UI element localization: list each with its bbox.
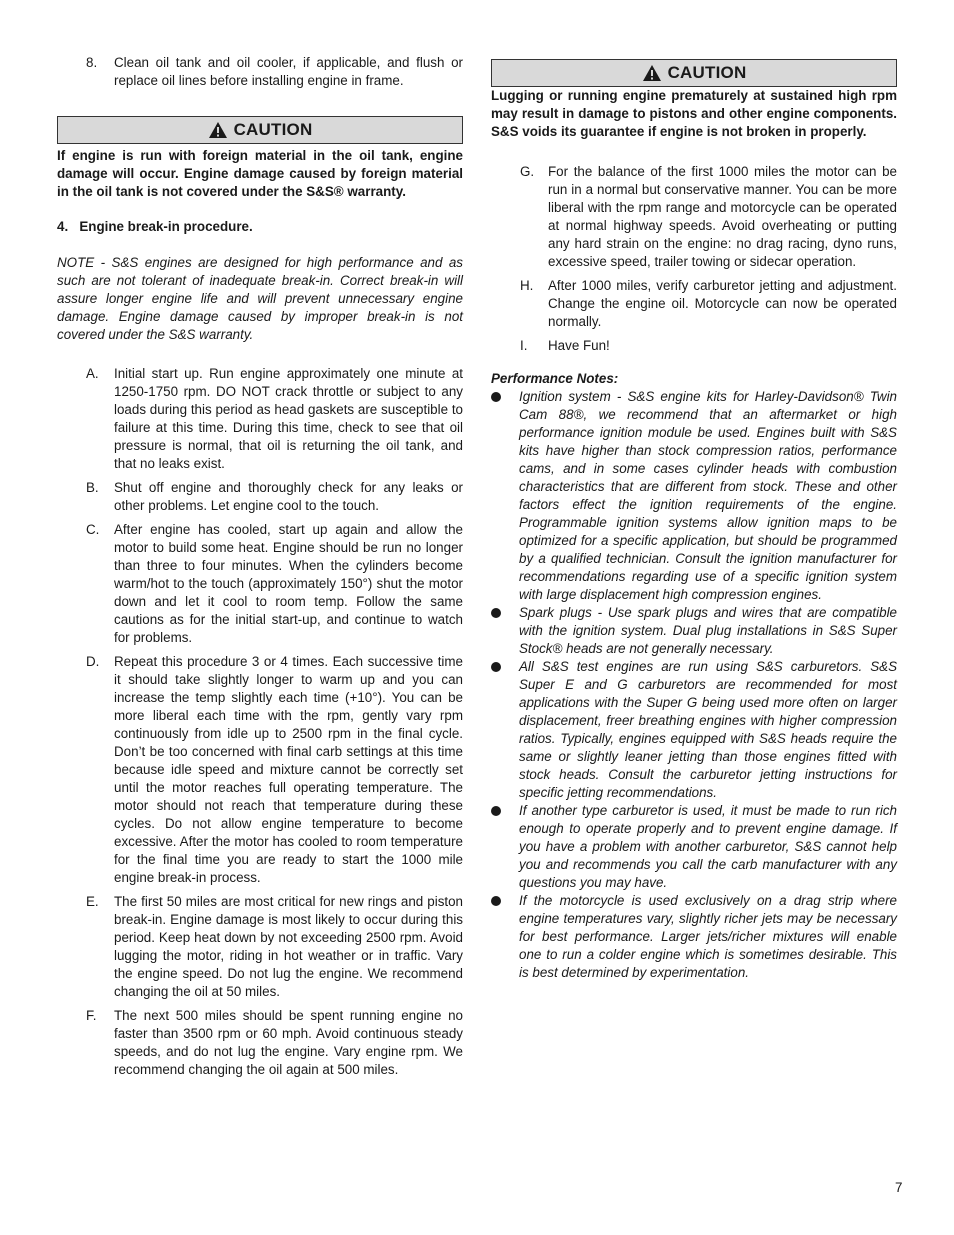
step-c — [57, 521, 463, 647]
note-text: Ignition system - S&S engine kits for Harley-Davidson® Twin Cam 88®, we recommend that an aftermarket or high performance ignition module be used. Engines built with S&S kits have higher than stock compression ratios, performance cams, and in some cases cylinder heads with combustion characteristics that are different from stock. These and other factors effect the ignition requirements of the engine. Programmable ignition systems allow ignition maps to be optimized for a specific application, but should be programmed by a qualified technician. Consult the ignition manufacturer for recommendations regarding use of a specific ignition system with large displacement high compression engines. — [519, 389, 897, 602]
performance-notes-list — [491, 388, 897, 982]
warning-triangle-icon — [642, 64, 662, 82]
left-column — [57, 54, 463, 1085]
performance-note — [491, 658, 897, 802]
note-text: If the motorcycle is used exclusively on a drag strip where engine temperatures vary, slightly richer jets may be necessary for best performance. Larger jets/richer mixtures will enable one to run a colder engine which is sometimes desirable. This is best determined by experimentation. — [519, 893, 897, 980]
caution-banner — [491, 59, 897, 87]
note-text: If another type carburetor is used, it must be made to run rich enough to operate properly and to prevent engine damage. If you have a problem with another carburetor, S&S cannot help you and recommends you call the carb manufacturer with any questions you may have. — [519, 803, 897, 890]
step-e — [57, 893, 463, 1001]
bullet-icon — [491, 604, 519, 658]
step-d — [57, 653, 463, 887]
step-text: The next 500 miles should be spent running engine no faster than 3500 rpm or 60 mph. Avoid continuous steady speeds, and do not lug the engine. Vary engine rpm. We recommend changing the oil again at 500 miles. — [114, 1008, 463, 1077]
performance-note — [491, 802, 897, 892]
right-column — [491, 59, 897, 982]
step-text: After 1000 miles, verify carburetor jetting and adjustment. Change the engine oil. Motorcycle can now be operated normally. — [548, 278, 897, 329]
step-letter: A. — [86, 366, 99, 381]
bullet-icon — [491, 802, 519, 892]
step-text: The first 50 miles are most critical for new rings and piston break-in. Engine damage is most likely to occur during this period. Keep heat down by not exceeding 2500 rpm. Avoid lugging the motor, riding in hot weather or in traffic. Vary the engine speed. Do not lug the engine. We recommend changing the oil at 50 miles. — [114, 894, 463, 999]
step-letter: C. — [86, 522, 100, 537]
bullet-icon — [491, 388, 519, 604]
step-text: Repeat this procedure 3 or 4 times. Each successive time it should take slightly longer to warm up and you can increase the temp slightly each time (+10°). You can be more liberal each time with the rpm, gently vary rpm continuously from idle up to 2500 rpm in the final cycle. Don’t be too concerned with final carb settings at this time because idle speed and mixture cannot be correctly set until the motor reaches full operating temperature. The motor should not reach that temperature during these cycles. Do not allow engine temperature to become excessive. After the motor has cooled to room temperature for the final time you are ready to start the 1000 mile engine break-in process. — [114, 654, 463, 885]
step-letter: F. — [86, 1008, 97, 1023]
caution-label: CAUTION — [233, 120, 313, 139]
warning-triangle-icon — [208, 121, 228, 139]
break-in-steps-right — [491, 163, 897, 355]
performance-note — [491, 892, 897, 982]
caution-text: Lugging or running engine prematurely at sustained high rpm may result in damage to pistons and other engine components. S&S voids its guarantee if engine is not broken in properly. — [491, 88, 897, 139]
page-number: 7 — [895, 1180, 903, 1195]
step-i — [491, 337, 897, 355]
step-letter: D. — [86, 654, 100, 669]
step-text: Initial start up. Run engine approximately one minute at 1250-1750 rpm. DO NOT crack throttle or subject to any loads during this period as head gaskets are susceptible to failure at this time. During this time, check to see that oil pressure is normal, that oil is returning the oil tank, and that no leaks exist. — [114, 366, 463, 471]
step-8 — [57, 54, 463, 90]
step-8-text: Clean oil tank and oil cooler, if applicable, and flush or replace oil lines before installing engine in frame. — [114, 55, 463, 88]
bullet-icon — [491, 658, 519, 802]
step-text: Have Fun! — [548, 338, 610, 353]
step-8-number: 8. — [86, 55, 98, 70]
step-text: Shut off engine and thoroughly check for any leaks or other problems. Let engine cool to the touch. — [114, 480, 463, 513]
step-g — [491, 163, 897, 271]
performance-note — [491, 388, 897, 604]
note-text: All S&S test engines are run using S&S carburetors. S&S Super E and G carburetors are recommended for most applications with the Super G being used more often on larger displacement, freer breathing engines with higher compression ratios. Typically, engines equipped with S&S heads require the same or slightly leaner jetting than those engines fitted with stock heads. Consult the carburetor jetting instructions for specific jetting recommendations. — [519, 659, 897, 800]
step-f — [57, 1007, 463, 1079]
step-letter: H. — [520, 278, 534, 293]
step-letter: I. — [520, 338, 528, 353]
note-text: Spark plugs - Use spark plugs and wires that are compatible with the ignition system. Dual plug installations in S&S Super Stock® heads are not generally necessary. — [519, 605, 897, 656]
step-text: For the balance of the first 1000 miles the motor can be run in a normal but conservative manner. You can be more liberal with the rpm range and motorcycle can be operated at normal highway speeds. Avoid overheating or putting any hard strain on the engine: no drag racing, dyno runs, excessive speed, trailer towing or sidecar operation. — [548, 164, 897, 269]
step-a — [57, 365, 463, 473]
bullet-icon — [491, 892, 519, 982]
caution-banner — [57, 116, 463, 144]
performance-notes-heading: Performance Notes: — [491, 371, 619, 386]
step-letter: E. — [86, 894, 99, 909]
break-in-note: NOTE - S&S engines are designed for high performance and as such are not tolerant of inadequate break-in. Correct break-in will assure longer engine life and will prevent unnecessary engine damage. Engine damage caused by improper break-in is not covered under the S&S warranty. — [57, 255, 463, 342]
caution-label: CAUTION — [667, 63, 747, 82]
caution-text: If engine is run with foreign material in the oil tank, engine damage will occur. Engine damage caused by foreign material in the oil tank is not covered under the S&S® warranty. — [57, 148, 463, 199]
step-letter: G. — [520, 164, 535, 179]
step-letter: B. — [86, 480, 99, 495]
step-b — [57, 479, 463, 515]
section-heading: 4. Engine break-in procedure. — [57, 219, 253, 234]
step-h — [491, 277, 897, 331]
step-text: After engine has cooled, start up again and allow the motor to build some heat. Engine should be run no longer than three to four minutes. When the cylinders become warm/hot to the touch (approximately 150°) shut the motor down and let it cool to room temp. Follow the same cautions as for the initial start-up, and continue to watch for problems. — [114, 522, 463, 645]
break-in-steps-left — [57, 365, 463, 1079]
performance-note — [491, 604, 897, 658]
